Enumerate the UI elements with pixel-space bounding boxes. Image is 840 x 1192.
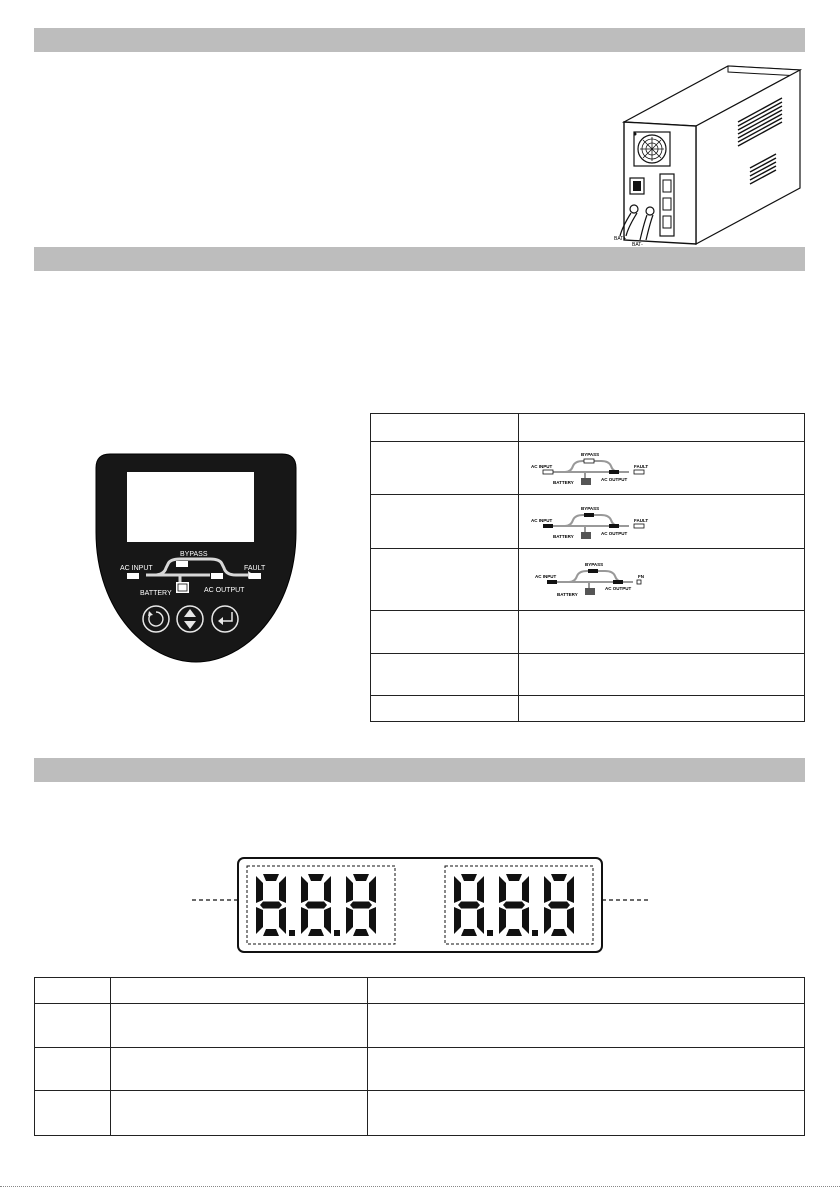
flow-label-battery: BATTERY	[553, 480, 574, 485]
seven-segment-display	[190, 856, 650, 956]
bat-plus-label: BAT+	[614, 236, 627, 242]
flow-label-bypass: BYPASS	[585, 561, 604, 567]
table-row	[35, 978, 805, 1004]
table-row	[371, 549, 805, 611]
flow-label-ac-input: AC INPUT	[531, 464, 553, 469]
table-row	[371, 696, 805, 722]
table-cell	[371, 442, 519, 495]
table-cell	[35, 1091, 111, 1136]
flow-label-bypass: BYPASS	[581, 452, 600, 457]
status-flow-diagram-1	[529, 448, 669, 488]
decimal-point	[532, 930, 538, 936]
power-cycle-button[interactable]	[143, 606, 169, 632]
status-flow-diagram-3	[531, 558, 671, 602]
table-cell	[519, 414, 805, 442]
flow-label-battery: BATTERY	[553, 533, 574, 539]
digit-segment	[503, 902, 525, 909]
table-cell	[111, 1091, 368, 1136]
digit-segment	[458, 902, 480, 909]
panel-label-ac-output: AC OUTPUT	[204, 587, 245, 594]
table-cell	[371, 696, 519, 722]
flow-label-ac-output: AC OUTPUT	[601, 477, 628, 482]
decimal-point	[289, 930, 295, 936]
table-cell	[368, 1048, 805, 1091]
table-cell	[371, 414, 519, 442]
table-row	[35, 1048, 805, 1091]
flow-label-ac-output: AC OUTPUT	[601, 530, 628, 536]
table-cell	[35, 978, 111, 1004]
table-cell	[111, 1004, 368, 1048]
enter-button[interactable]	[212, 606, 238, 632]
ac-input-led	[127, 573, 139, 579]
panel-label-ac-input: AC INPUT	[120, 565, 153, 572]
bottom-table	[34, 977, 805, 1136]
table-row	[371, 414, 805, 442]
table-row	[35, 1004, 805, 1048]
flow-label-bypass: BYPASS	[581, 505, 600, 511]
decimal-point	[487, 930, 493, 936]
bypass-led	[176, 561, 188, 567]
table-row	[35, 1091, 805, 1136]
section-header-bar-3	[34, 758, 805, 782]
digit-segment	[350, 902, 372, 909]
scroll-button[interactable]	[177, 606, 203, 632]
table-cell	[371, 549, 519, 611]
table-cell	[371, 611, 519, 654]
fault-led	[249, 573, 261, 579]
decimal-point	[334, 930, 340, 936]
panel-label-fault: FAULT	[244, 565, 266, 572]
lcd-window	[127, 472, 254, 542]
bat-minus-label: BAT-	[632, 242, 643, 246]
table-cell	[519, 696, 805, 722]
table-row	[371, 495, 805, 549]
table-cell	[519, 442, 805, 495]
flow-label-fault: FAULT	[634, 464, 649, 469]
section-header-bar-1	[34, 28, 805, 52]
section-header-bar-2	[34, 247, 805, 271]
control-panel-illustration	[94, 452, 298, 664]
table-cell	[368, 1091, 805, 1136]
flow-label-fault: FAULT	[634, 517, 649, 523]
lcd-frame	[238, 858, 602, 952]
panel-label-battery: BATTERY	[140, 590, 172, 597]
panel-label-bypass: BYPASS	[180, 551, 208, 558]
table-cell	[371, 495, 519, 549]
flow-label-ac-input: AC INPUT	[535, 573, 557, 579]
flow-label-battery: BATTERY	[557, 591, 578, 597]
digit-segment	[548, 902, 570, 909]
digit-segment	[260, 902, 282, 909]
ups-rear-illustration	[610, 56, 810, 246]
table-cell	[371, 654, 519, 696]
flow-label-ac-output: AC OUTPUT	[605, 585, 632, 591]
table-row	[371, 442, 805, 495]
flow-label-fault: FN	[638, 573, 644, 579]
digit-segment	[305, 902, 327, 909]
table-cell	[35, 1004, 111, 1048]
status-flow-diagram-2	[529, 502, 669, 542]
table-cell	[35, 1048, 111, 1091]
table-cell	[368, 978, 805, 1004]
table-cell	[111, 978, 368, 1004]
table-cell	[519, 654, 805, 696]
table-cell	[368, 1004, 805, 1048]
page-edge-dots	[0, 1186, 840, 1189]
table-cell	[519, 611, 805, 654]
table-row	[371, 611, 805, 654]
table-cell	[519, 495, 805, 549]
flow-label-ac-input: AC INPUT	[531, 517, 553, 523]
ac-output-led	[211, 573, 223, 579]
indicator-table	[370, 413, 805, 722]
table-cell	[111, 1048, 368, 1091]
table-row	[371, 654, 805, 696]
table-cell	[519, 549, 805, 611]
